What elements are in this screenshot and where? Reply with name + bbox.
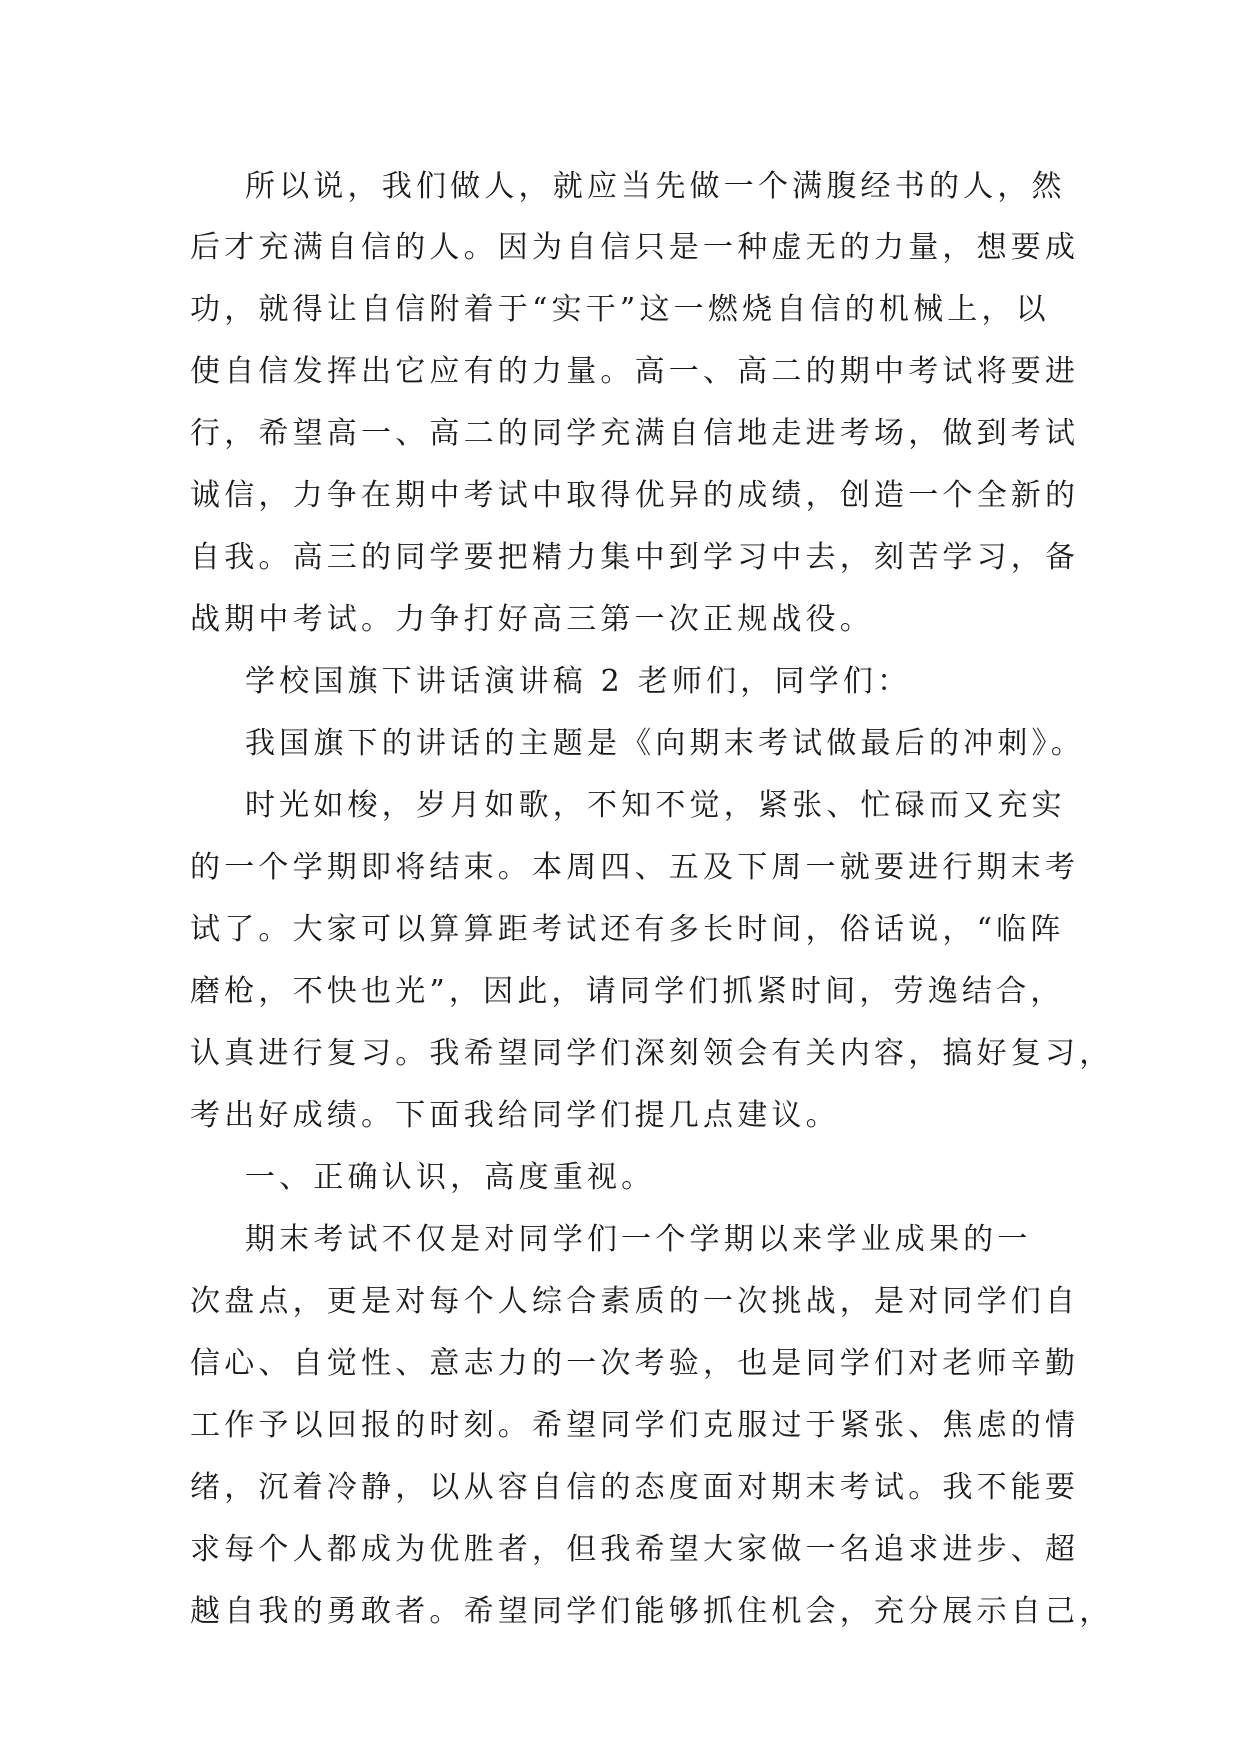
text-line: 绪，沉着冷静，以从容自信的态度面对期末考试。我不能要 — [190, 1470, 1080, 1505]
text-line: 行，希望高一、高二的同学充满自信地走进考场，做到考试 — [190, 416, 1080, 451]
text-line: 求每个人都成为优胜者，但我希望大家做一名追求进步、超 — [190, 1532, 1080, 1567]
text-line: 所以说，我们做人，就应当先做一个满腹经书的人，然 — [190, 169, 1066, 204]
text-line: 磨枪，不快也光”，因此，请同学们抓紧时间，劳逸结合， — [190, 974, 1065, 1009]
text-line: 次盘点，更是对每个人综合素质的一次挑战，是对同学们自 — [190, 1284, 1080, 1319]
text-line: 使自信发挥出它应有的力量。高一、高二的期中考试将要进 — [190, 354, 1080, 389]
text-line: 工作予以回报的时刻。希望同学们克服过于紧张、焦虑的情 — [190, 1408, 1080, 1443]
text-line: 战期中考试。力争打好高三第一次正规战役。 — [190, 602, 874, 637]
text-line: 后才充满自信的人。因为自信只是一种虚无的力量，想要成 — [190, 230, 1080, 265]
text-line: 一、正确认识，高度重视。 — [190, 1160, 656, 1195]
text-line: 试了。大家可以算算距考试还有多长时间，俗话说，“临阵 — [190, 912, 1065, 947]
text-line: 诚信，力争在期中考试中取得优异的成绩，创造一个全新的 — [190, 478, 1080, 513]
text-line: 自我。高三的同学要把精力集中到学习中去，刻苦学习，备 — [190, 540, 1080, 575]
text-line: 时光如梭，岁月如歌，不知不觉，紧张、忙碌而又充实 — [190, 788, 1066, 823]
text-line: 认真进行复习。我希望同学们深刻领会有关内容，搞好复习， — [190, 1036, 1114, 1071]
text-line: 功，就得让自信附着于“实干”这一燃烧自信的机械上，以 — [190, 292, 1050, 327]
text-line: 学校国旗下讲话演讲稿 2 老师们，同学们： — [190, 664, 912, 699]
text-line: 越自我的勇敢者。希望同学们能够抓住机会，充分展示自己， — [190, 1594, 1114, 1629]
text-line: 我国旗下的讲话的主题是《向期末考试做最后的冲刺》。 — [190, 726, 1085, 761]
text-line: 考出好成绩。下面我给同学们提几点建议。 — [190, 1098, 840, 1133]
text-line: 的一个学期即将结束。本周四、五及下周一就要进行期末考 — [190, 850, 1080, 885]
text-line: 信心、自觉性、意志力的一次考验，也是同学们对老师辛勤 — [190, 1346, 1080, 1381]
text-line: 期末考试不仅是对同学们一个学期以来学业成果的一 — [190, 1222, 1032, 1257]
